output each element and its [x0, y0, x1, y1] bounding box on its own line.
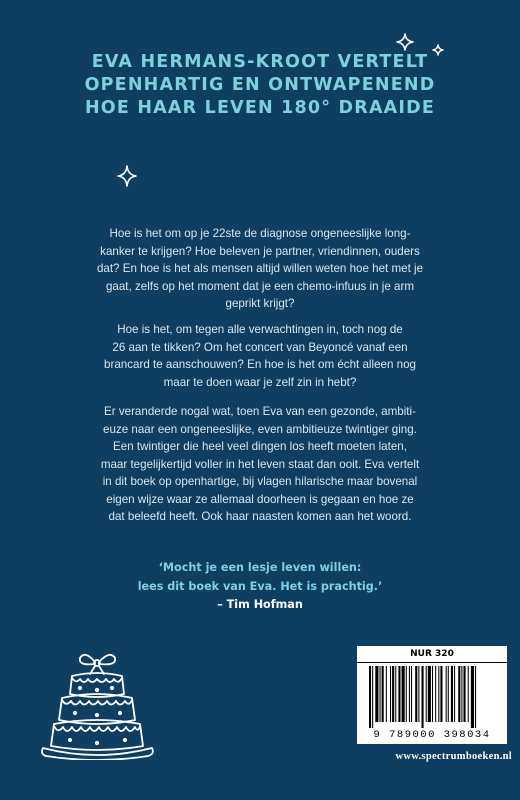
barcode-bar [380, 666, 381, 722]
quote-line: lees dit boek van Eva. Het is prachtig.’ [137, 579, 383, 593]
barcode-bar [386, 666, 387, 722]
barcode-bar [454, 666, 455, 722]
sparkle-icon [396, 33, 414, 51]
barcode-bar [369, 666, 371, 728]
barcode-bar [409, 666, 410, 722]
quote-author: – Tim Hofman [217, 598, 303, 611]
barcode-bar [461, 666, 462, 722]
blurb-line: maar tegelijkertijd voller in het leven staat dan ooit. Eva vertelt [100, 457, 420, 471]
barcode-bar [422, 666, 424, 728]
barcode-bar [372, 666, 373, 728]
headline-line: HOE HAAR LEVEN 180° DRAAIDE [84, 98, 436, 118]
blurb-line: maar te doen waar je zelf zin in hebt? [163, 375, 357, 389]
blurb-line: Hoe is het, om tegen alle verwachtingen in, toch nog de [117, 323, 403, 336]
barcode-bar [435, 666, 436, 722]
nur-code: NUR 320 [357, 646, 507, 663]
quote-line: ‘Mocht je een lesje leven willen: [158, 561, 362, 574]
barcode-bar [464, 666, 466, 722]
barcode-bar [468, 666, 469, 722]
barcode-bar [428, 666, 431, 722]
barcode-bar [411, 666, 412, 722]
barcode-box [357, 646, 507, 744]
blurb-line: gaat, zelfs op het moment dat je een chemo-infuus in je arm [105, 279, 415, 293]
headline-line: EVA HERMANS-KROOT VERTELT [91, 52, 429, 72]
barcode-bar [458, 666, 460, 722]
barcode-bar [382, 666, 384, 722]
barcode-bar [440, 666, 442, 722]
blurb-line: geprikt krijgt? [225, 297, 295, 310]
barcode [361, 666, 503, 728]
barcode-bar [451, 666, 453, 722]
blurb-paragraph-3 [70, 403, 450, 526]
barcode-bar [398, 666, 400, 722]
isbn-number: 9 789000 398034 [373, 729, 491, 741]
headline-line: OPENHARTIG EN ONTWAPENEND [84, 75, 436, 95]
endorsement-quote [0, 559, 520, 615]
blurb-paragraph-1 [70, 225, 450, 313]
sparkle-icon [117, 165, 137, 187]
blurb-line: Een twintiger die heel veel dingen los heeft moeten laten, [113, 440, 407, 453]
headline [0, 51, 520, 120]
blurb-line: dat? En hoe is het als mensen altijd willen weten hoe het met je [96, 262, 424, 275]
barcode-bar [406, 666, 407, 722]
blurb-line: Er veranderde nogal wat, toen Eva van een gezonde, ambiti- [104, 405, 416, 418]
blurb-line: brancard te aanschouwen? En hoe is het om écht alleen nog [104, 358, 416, 371]
blurb-line: eigen wijze waar ze allemaal doorheen is gegaan en hoe ze [106, 492, 414, 506]
barcode-bar [448, 666, 449, 722]
barcode-bar [390, 666, 391, 722]
blurb-line: kanker te krijgen? Hoe beleven je partner, vriendinnen, ouders [100, 244, 420, 258]
barcode-bar [415, 666, 417, 722]
barcode-bar [402, 666, 405, 722]
barcode-bar [471, 666, 474, 728]
blurb-line: Hoe is het om op je 22ste de diagnose ongeneeslijke long- [109, 227, 411, 240]
barcode-bar [375, 666, 378, 722]
barcode-bar [432, 666, 433, 722]
barcode-bar [446, 666, 447, 722]
blurb-line: euze naar een ongeneeslijke, even ambitieuze twintiger ging. [103, 422, 417, 436]
barcode-bar [392, 666, 394, 722]
barcode-bar [395, 666, 396, 722]
blurb-line: dat beleefd heeft. Ook haar naasten komen aan het woord. [108, 510, 412, 523]
blurb-line: in dit boek op openhartige, bij vlagen hilarische maar bovenal [102, 475, 418, 488]
cake-icon [40, 648, 170, 760]
publisher-website[interactable]: www.spectrumboeken.nl [395, 751, 512, 762]
barcode-bar [426, 666, 427, 722]
barcode-bar [418, 666, 419, 722]
barcode-bar [475, 666, 476, 728]
blurb-paragraph-2 [70, 321, 450, 391]
barcode-bar [438, 666, 439, 722]
blurb-line: 26 aan te tikken? Om het concert van Beyoncé vanaf een [112, 340, 408, 354]
